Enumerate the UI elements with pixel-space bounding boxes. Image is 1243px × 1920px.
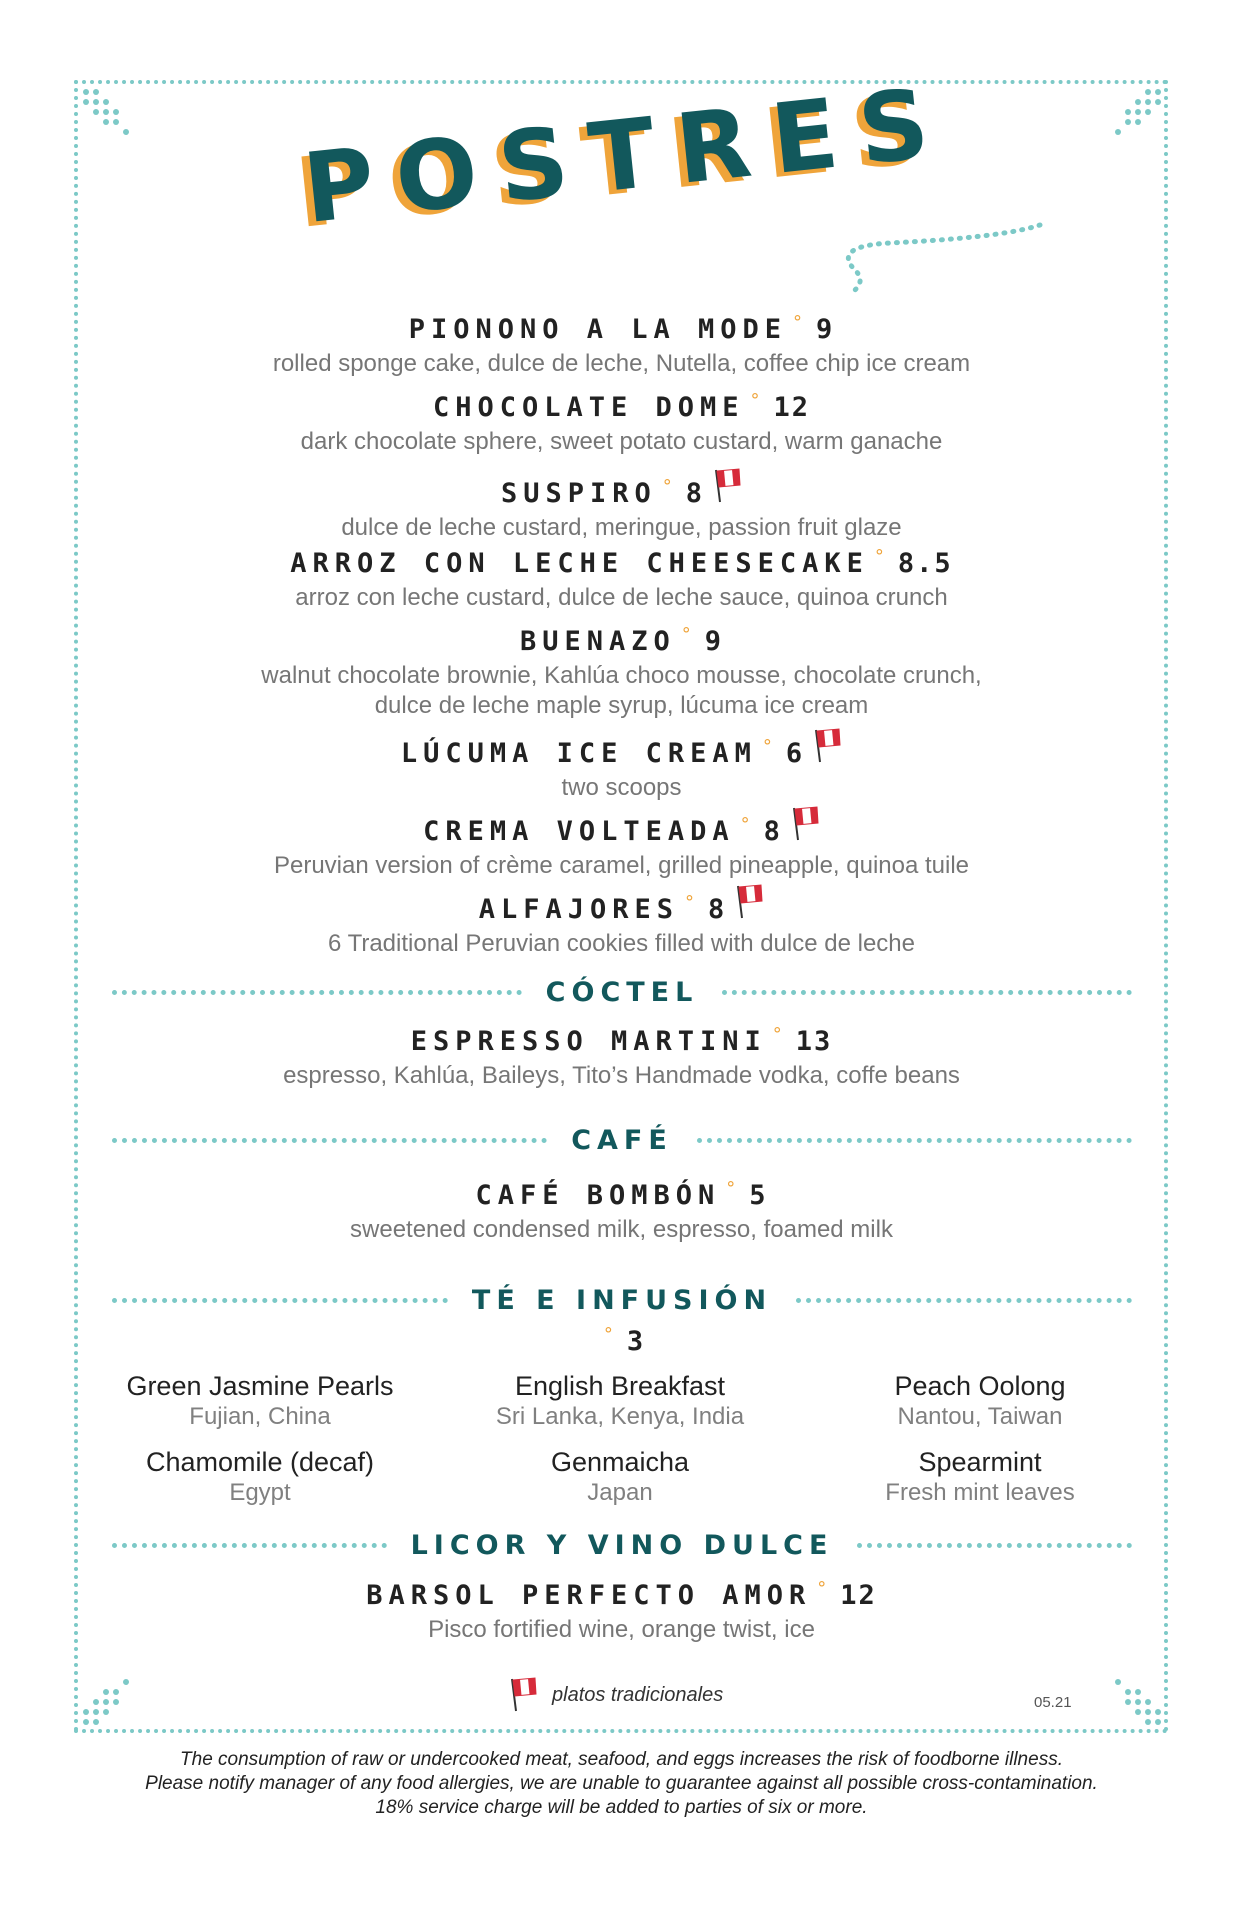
peru-flag-icon: [734, 884, 764, 920]
bullet-dot: °: [793, 312, 803, 333]
bullet-dot: °: [772, 1024, 782, 1045]
item-description: espresso, Kahlúa, Baileys, Tito’s Handmade vodka, coffe beans: [283, 1062, 960, 1089]
menu-item-cafe-bombon: [0, 1178, 1243, 1245]
item-name: BARSOL PERFECTO AMOR: [366, 1580, 812, 1611]
item-price: 12: [773, 392, 811, 423]
item-description: sweetened condensed milk, espresso, foamed milk: [350, 1216, 893, 1243]
item-price: 3: [626, 1326, 646, 1357]
tea-name: Spearmint: [918, 1447, 1042, 1477]
menu-item: [0, 806, 1243, 881]
item-name: LÚCUMA ICE CREAM: [400, 738, 757, 769]
bullet-dot: °: [740, 814, 750, 835]
footer-line: The consumption of raw or undercooked meat, seafood, and eggs increases the risk of foodborne illness.: [180, 1749, 1063, 1770]
menu-item: [0, 884, 1243, 959]
page-title: POSTRES: [298, 65, 956, 245]
tea-item: [440, 1370, 800, 1432]
item-description: dulce de leche custard, meringue, passion fruit glaze: [341, 514, 902, 541]
footer-line: Please notify manager of any food allergies, we are unable to guarantee against all possible cross-contamination.: [145, 1773, 1098, 1794]
section-label: TÉ E INFUSIÓN: [471, 1284, 773, 1316]
item-description: rolled sponge cake, dulce de leche, Nutella, coffee chip ice cream: [272, 350, 971, 377]
bullet-dot: °: [685, 892, 695, 913]
tea-name: English Breakfast: [514, 1371, 726, 1401]
title-squiggle-ornament: [830, 215, 1060, 295]
tea-name: Green Jasmine Pearls: [126, 1371, 394, 1401]
peru-flag-icon: [790, 806, 820, 842]
item-name: CAFÉ BOMBÓN: [475, 1180, 721, 1211]
item-price: 13: [795, 1026, 833, 1057]
item-price: 9: [704, 626, 724, 657]
tea-origin: Fresh mint leaves: [885, 1479, 1075, 1506]
item-description: two scoops: [561, 774, 682, 801]
item-price: 8.5: [897, 548, 953, 579]
bullet-dot: °: [662, 476, 672, 497]
item-name: CREMA VOLTEADA: [423, 816, 735, 847]
section-label: CÓCTEL: [545, 976, 699, 1008]
tea-item: [80, 1370, 440, 1432]
item-name: CHOCOLATE DOME: [432, 392, 745, 423]
te-price-row: [0, 1324, 1243, 1357]
item-name: SUSPIRO: [500, 478, 657, 509]
section-header-coctel: [112, 972, 1132, 1012]
section-label: CAFÉ: [571, 1124, 673, 1156]
bullet-dot: °: [681, 624, 691, 645]
tea-origin: Sri Lanka, Kenya, India: [495, 1403, 745, 1430]
item-description: Peruvian version of crème caramel, grilled pineapple, quinoa tuile: [273, 852, 970, 879]
menu-item: [0, 390, 1243, 457]
menu-item: [0, 546, 1243, 613]
item-description: walnut chocolate brownie, Kahlúa choco mousse, chocolate crunch,: [261, 662, 982, 689]
corner-ornament: [80, 86, 136, 142]
item-price: 6: [785, 738, 805, 769]
tea-origin: Fujian, China: [189, 1403, 331, 1430]
item-price: 9: [816, 314, 835, 345]
tea-name: Chamomile (decaf): [145, 1447, 375, 1477]
item-description: 6 Traditional Peruvian cookies filled with dulce de leche: [327, 930, 915, 957]
item-name: PIONONO A LA MODE: [408, 314, 788, 345]
corner-ornament: [80, 1672, 136, 1728]
item-description: Pisco fortified wine, orange twist, ice: [428, 1616, 815, 1643]
title-block: [298, 65, 956, 295]
corner-ornament: [1108, 86, 1164, 142]
menu-item: [0, 468, 1243, 543]
section-header-licor: [112, 1525, 1132, 1565]
item-name: ALFAJORES: [478, 894, 680, 925]
tea-origin: Nantou, Taiwan: [897, 1403, 1063, 1430]
peru-flag-icon: [812, 728, 842, 764]
bullet-dot: °: [603, 1324, 613, 1345]
menu-item: [0, 728, 1243, 803]
tea-item: [440, 1446, 800, 1508]
corner-ornament: [1108, 1672, 1164, 1728]
item-description: arroz con leche custard, dulce de leche sauce, quinoa crunch: [295, 584, 948, 611]
footer-disclaimer: [0, 1748, 1243, 1820]
bullet-dot: °: [762, 736, 772, 757]
menu-date: 05.21: [1034, 1694, 1072, 1711]
menu-item-barsol-perfecto-amor: [0, 1578, 1243, 1645]
bullet-dot: °: [874, 546, 884, 567]
tea-item: [800, 1370, 1160, 1432]
menu-item: [0, 624, 1243, 721]
footer-line: 18% service charge will be added to parties of six or more.: [375, 1797, 868, 1818]
legend-text: platos tradicionales: [552, 1683, 724, 1706]
item-description: dulce de leche maple syrup, lúcuma ice cream: [374, 692, 869, 719]
item-price: 8: [708, 894, 727, 925]
bullet-dot: °: [817, 1578, 827, 1599]
tea-item: [80, 1446, 440, 1508]
menu-item: [0, 312, 1243, 379]
legend: [500, 1675, 723, 1715]
tea-origin: Egypt: [229, 1479, 291, 1506]
item-price: 8: [763, 816, 782, 847]
section-header-cafe: [112, 1120, 1132, 1160]
bullet-dot: °: [750, 390, 760, 411]
tea-name: Peach Oolong: [894, 1371, 1066, 1401]
item-description: dark chocolate sphere, sweet potato custard, warm ganache: [300, 428, 943, 455]
item-price: 8: [685, 478, 705, 509]
tea-item: [800, 1446, 1160, 1508]
item-name: BUENAZO: [519, 626, 676, 657]
item-name: ARROZ CON LECHE CHEESECAKE: [290, 548, 869, 579]
item-price: 5: [749, 1180, 768, 1211]
section-label: LICOR Y VINO DULCE: [410, 1529, 834, 1561]
section-header-te: [112, 1280, 1132, 1320]
tea-origin: Japan: [587, 1479, 653, 1506]
peru-flag-icon: [712, 468, 742, 504]
item-price: 12: [840, 1580, 877, 1611]
bullet-dot: °: [726, 1178, 736, 1199]
menu-item-espresso-martini: [0, 1024, 1243, 1091]
tea-name: Genmaicha: [550, 1447, 690, 1477]
item-name: ESPRESSO MARTINI: [410, 1026, 767, 1057]
peru-flag-icon: [508, 1677, 538, 1713]
